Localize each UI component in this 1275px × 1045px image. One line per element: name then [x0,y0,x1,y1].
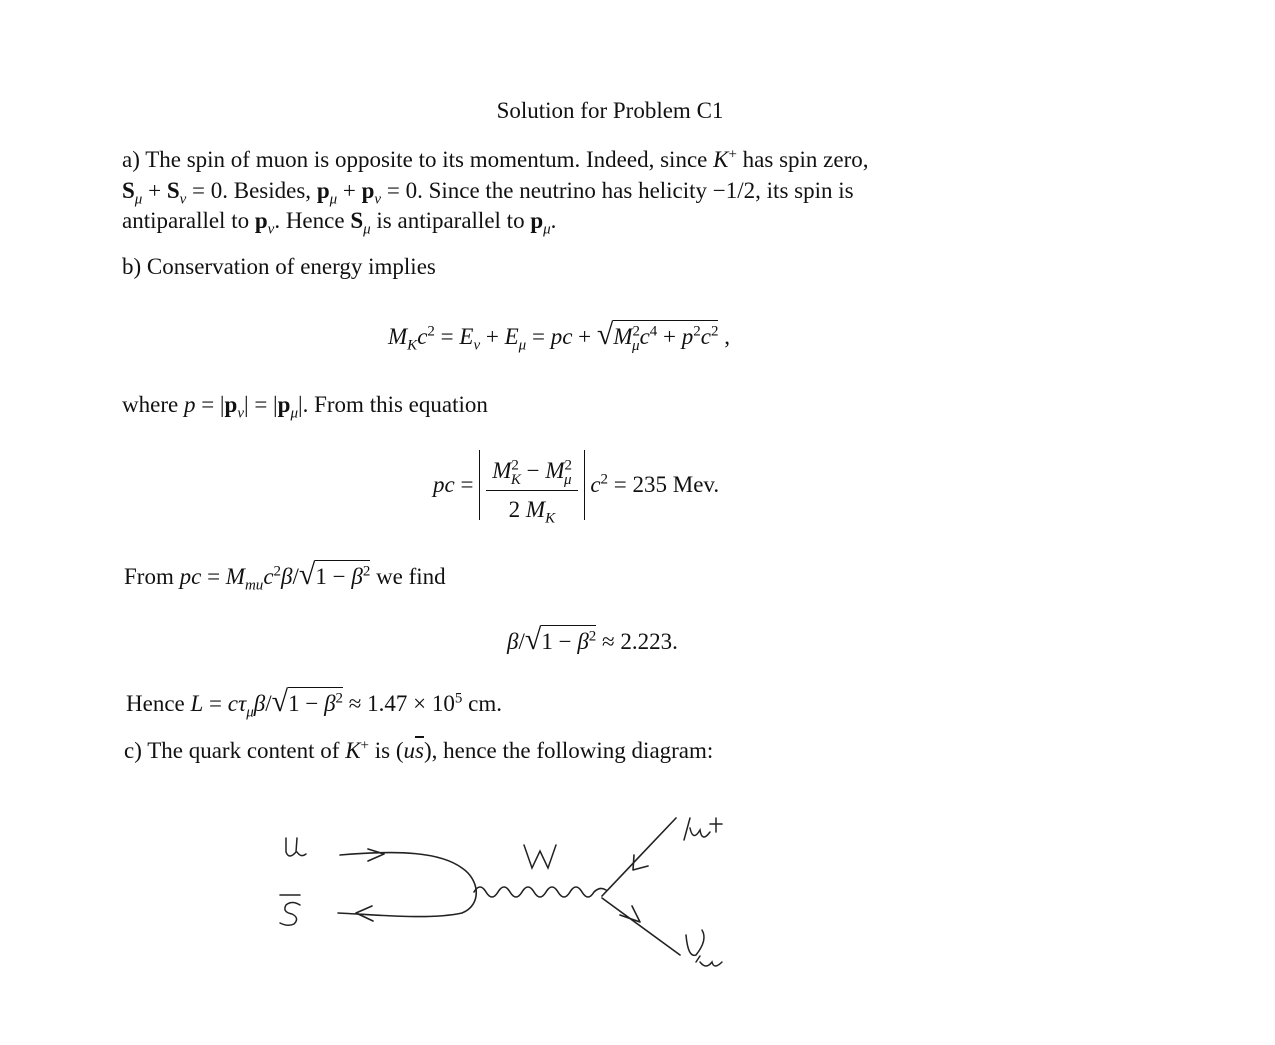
muon-line [602,818,676,896]
quark-u-line [338,853,476,917]
where-line: where $p = |p_\nu| = |p_\mu|$. From this equation [122,392,488,422]
u-label-mark [286,838,306,856]
nu-label-mark [686,930,722,966]
beta-equation: $\beta/√1 - \beta^2 \approx 2.223$. [507,623,678,656]
u-arrow [368,849,384,861]
s-label-mark [280,895,300,925]
page-title: Solution for Problem C1 [496,98,724,123]
w-boson-line [474,887,606,897]
s-arrow [356,906,373,921]
mu-label-mark [684,818,722,840]
pc-equation: pc = $\frac{M^2_K - M^2_\mu}{2 M_K}$ $c^2 = 235$ Mev. [433,450,719,520]
from-pc-line: From pc = $M_{mu}c^2\beta/√1 - \beta^2$ we find [124,558,446,594]
muon-arrow [633,855,648,870]
part-c-line: c) The quark content of K+ is $(u\overline{s})$, hence the following diagram: [124,737,714,763]
energy-equation: $M_Kc^2 = E_\nu + E_\mu$ = pc + $√M^2_\mu c^4 + p^2c^2$ , [388,318,730,354]
part-a-line-3: antiparallel to $p_\nu$. Hence $S_\mu$ is antiparallel to $p_\mu$. [122,208,557,238]
length-line: Hence $L = c\tau_\mu\beta/√1 - \beta^2 \approx 1.47 \times 10^5$ cm. [126,685,503,721]
part-a-line-1: a) The spin of muon is opposite to its momentum. Indeed, since K+ has spin zero, [122,146,869,172]
part-b-intro: b) Conservation of energy implies [122,254,436,279]
w-label-mark [524,845,556,868]
part-a-line-2: $S_\mu + S_\nu = 0$. Besides, $p_\mu + p_\nu = 0$. Since the neutrino has helicity −1/2, its spin is [122,178,854,208]
neutrino-line [602,898,680,955]
